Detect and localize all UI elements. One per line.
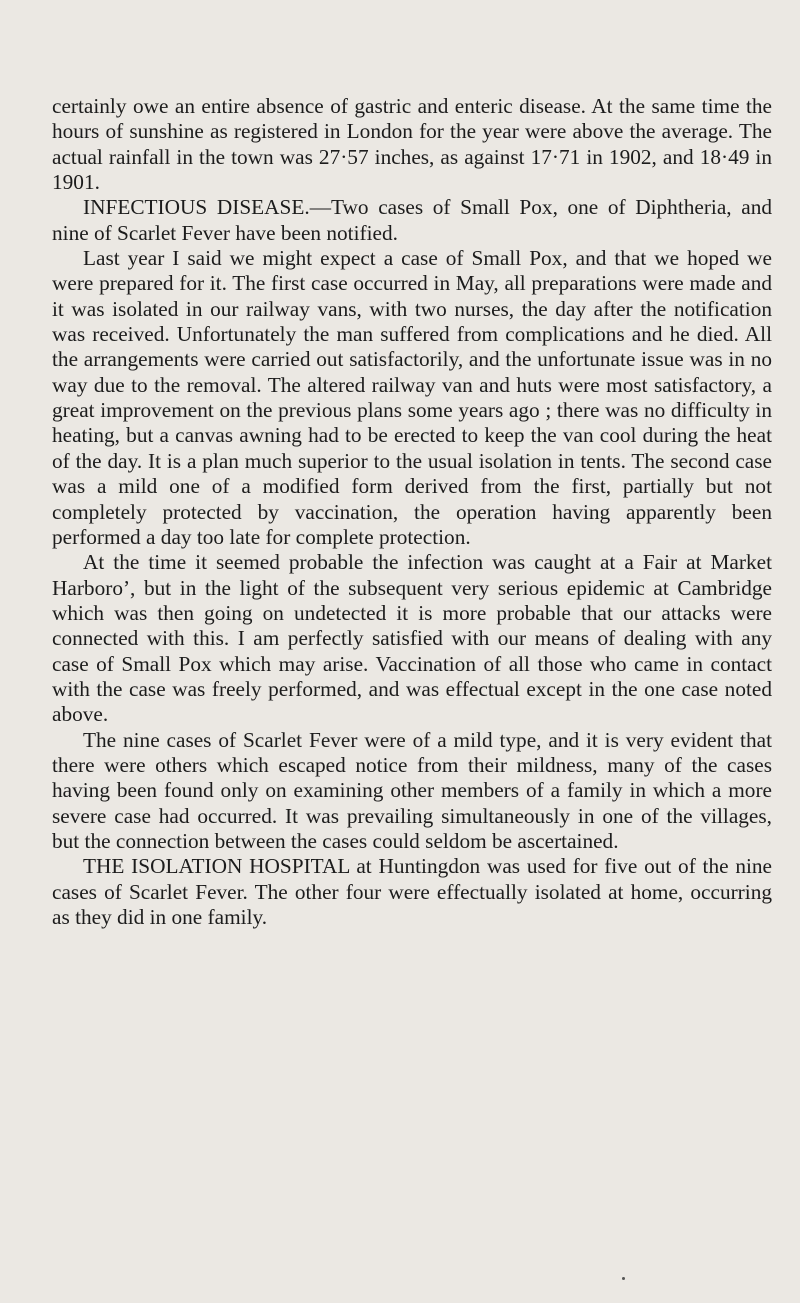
paragraph-infectious-disease: INFECTIOUS DISEASE.—Two cases of Small Pox, one of Diphtheria, and nine of Scarlet Fever have been notified. xyxy=(52,195,772,245)
ink-speck xyxy=(622,1277,625,1280)
paragraph-scarlet-fever: The nine cases of Scarlet Fever were of a mild type, and it is very evident that there were others which escaped notice from their mildness, many of the cases having been found only on examining other members of a family in which a more severe case had occurred. It was prevailing simultaneously in one of the villages, but the connection between the cases could seldom be ascertained. xyxy=(52,727,772,853)
paragraph-isolation-hospital: THE ISOLATION HOSPITAL at Huntingdon was used for five out of the nine cases of Scarlet Fever. The other four were effectually isolated at home, occurring as they did in one family. xyxy=(52,854,772,929)
paragraph-infection-source: At the time it seemed probable the infection was caught at a Fair at Market Harboro’, but in the light of the subsequent very serious epidemic at Cambridge which was then going on undetected it is more probable that our attacks were connected with this. I am perfectly satisfied with our means of dealing with any case of Small Pox which may arise. Vaccination of all those who came in contact with the case was freely performed, and was effectual except in the one case noted above. xyxy=(52,550,772,727)
paragraph-small-pox-case: Last year I said we might expect a case of Small Pox, and that we hoped we were prepared for it. The first case occurred in May, all preparations were made and it was isolated in our railway vans, with two nurses, the day after the notification was received. Unfortunately the man suffered from complications and he died. All the arrangements were carried out satisfactorily, and the unfortunate issue was in no way due to the removal. The altered railway van and huts were most satisfactory, a great improvement on the previous plans some years ago ; there was no difficulty in heating, but a canvas awning had to be erected to keep the van cool during the heat of the day. It is a plan much superior to the usual isolation in tents. The second case was a mild one of a modified form derived from the first, partially but not completely protected by vaccination, the operation having apparently been performed a day too late for complete protection. xyxy=(52,246,772,549)
body-text xyxy=(52,94,772,930)
paragraph-rainfall: certainly owe an entire absence of gastric and enteric disease. At the same time the hours of sunshine as registered in London for the year were above the average. The actual rainfall in the town was 27·57 inches, as against 17·71 in 1902, and 18·49 in 1901. xyxy=(52,94,772,195)
